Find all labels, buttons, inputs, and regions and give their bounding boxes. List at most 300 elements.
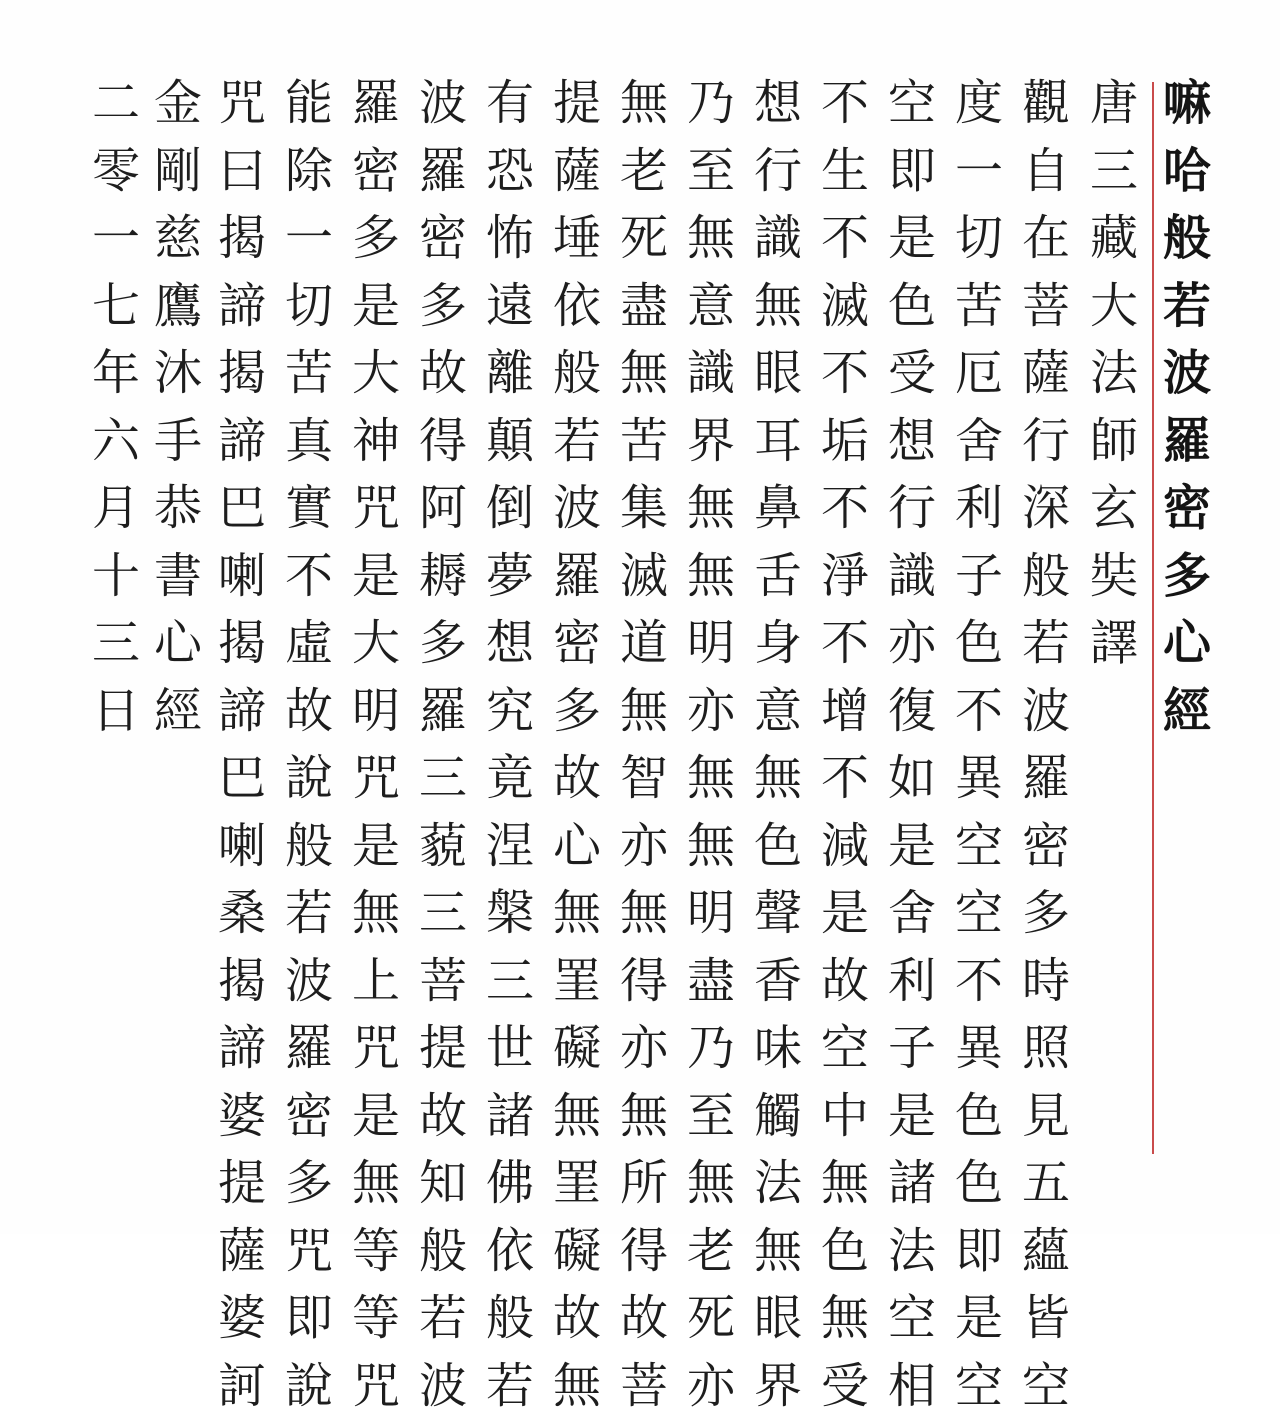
character-glyph: 集	[608, 475, 680, 543]
character-glyph: 般	[474, 1285, 546, 1353]
character-glyph: 玄	[1078, 475, 1150, 543]
character-glyph: 香	[742, 948, 814, 1016]
character-glyph: 無	[541, 1083, 613, 1151]
character-glyph: 識	[675, 340, 747, 408]
character-glyph: 能	[273, 70, 345, 138]
character-glyph: 不	[809, 745, 881, 813]
character-glyph: 識	[742, 205, 814, 273]
character-glyph: 咒	[273, 1218, 345, 1286]
character-glyph: 色	[943, 1150, 1015, 1218]
character-glyph: 增	[809, 678, 881, 746]
character-glyph: 揭	[206, 948, 278, 1016]
character-glyph: 等	[340, 1285, 412, 1353]
character-glyph: 喇	[206, 813, 278, 881]
character-glyph: 密	[273, 1083, 345, 1151]
character-glyph: 亦	[675, 678, 747, 746]
character-glyph: 剛	[142, 138, 214, 206]
colophon-column-1	[142, 70, 214, 745]
character-glyph: 婆	[206, 1285, 278, 1353]
character-glyph: 大	[340, 340, 412, 408]
character-glyph: 羅	[340, 70, 412, 138]
character-glyph: 利	[943, 475, 1015, 543]
character-glyph: 般	[273, 813, 345, 881]
character-glyph: 盡	[608, 273, 680, 341]
character-glyph: 日	[80, 678, 152, 746]
character-glyph: 咒	[340, 1353, 412, 1420]
character-glyph: 不	[809, 340, 881, 408]
character-glyph: 揭	[206, 205, 278, 273]
character-glyph: 是	[876, 813, 948, 881]
character-glyph: 喇	[206, 543, 278, 611]
character-glyph: 是	[340, 813, 412, 881]
body-column-3	[876, 70, 948, 1420]
body-column-6	[675, 70, 747, 1420]
character-glyph: 薩	[206, 1218, 278, 1286]
character-glyph: 受	[876, 340, 948, 408]
character-glyph: 在	[1010, 205, 1082, 273]
character-glyph: 鷹	[142, 273, 214, 341]
character-glyph: 空	[1010, 1353, 1082, 1420]
body-column-12	[273, 70, 345, 1420]
character-glyph: 無	[608, 340, 680, 408]
character-glyph: 等	[340, 1218, 412, 1286]
character-glyph: 般	[407, 1218, 479, 1286]
character-glyph: 色	[809, 1218, 881, 1286]
character-glyph: 三	[80, 610, 152, 678]
character-glyph: 蘊	[1010, 1218, 1082, 1286]
character-glyph: 倒	[474, 475, 546, 543]
character-glyph: 垢	[809, 408, 881, 476]
title-column	[1151, 70, 1223, 745]
character-glyph: 諦	[206, 1015, 278, 1083]
character-glyph: 故	[541, 1285, 613, 1353]
character-glyph: 無	[340, 880, 412, 948]
character-glyph: 無	[742, 273, 814, 341]
character-glyph: 依	[474, 1218, 546, 1286]
character-glyph: 死	[675, 1285, 747, 1353]
character-glyph: 舌	[742, 543, 814, 611]
character-glyph: 味	[742, 1015, 814, 1083]
character-glyph: 無	[675, 745, 747, 813]
character-glyph: 自	[1010, 138, 1082, 206]
character-glyph: 諦	[206, 273, 278, 341]
character-glyph: 法	[1078, 340, 1150, 408]
body-column-9	[474, 70, 546, 1420]
character-glyph: 亦	[876, 610, 948, 678]
character-glyph: 般	[541, 340, 613, 408]
character-glyph: 若	[1151, 273, 1223, 341]
character-glyph: 滅	[809, 273, 881, 341]
character-glyph: 乃	[675, 70, 747, 138]
character-glyph: 依	[541, 273, 613, 341]
character-glyph: 三	[474, 948, 546, 1016]
character-glyph: 不	[943, 948, 1015, 1016]
character-glyph: 想	[876, 408, 948, 476]
character-glyph: 若	[541, 408, 613, 476]
character-glyph: 揭	[206, 610, 278, 678]
character-glyph: 耳	[742, 408, 814, 476]
character-glyph: 究	[474, 678, 546, 746]
character-glyph: 切	[943, 205, 1015, 273]
character-glyph: 空	[809, 1015, 881, 1083]
character-glyph: 藐	[407, 813, 479, 881]
character-glyph: 無	[608, 880, 680, 948]
character-glyph: 嘛	[1151, 70, 1223, 138]
character-glyph: 恭	[142, 475, 214, 543]
character-glyph: 法	[742, 1150, 814, 1218]
character-glyph: 是	[876, 1083, 948, 1151]
character-glyph: 不	[809, 475, 881, 543]
character-glyph: 苦	[943, 273, 1015, 341]
character-glyph: 若	[1010, 610, 1082, 678]
character-glyph: 舍	[943, 408, 1015, 476]
character-glyph: 離	[474, 340, 546, 408]
character-glyph: 若	[407, 1285, 479, 1353]
character-glyph: 一	[80, 205, 152, 273]
character-glyph: 密	[541, 610, 613, 678]
character-glyph: 故	[541, 745, 613, 813]
character-glyph: 眼	[742, 340, 814, 408]
body-column-1	[1010, 70, 1082, 1420]
body-column-2	[943, 70, 1015, 1420]
character-glyph: 空	[876, 1285, 948, 1353]
character-glyph: 無	[809, 1150, 881, 1218]
body-column-11	[340, 70, 412, 1420]
character-glyph: 得	[608, 948, 680, 1016]
character-glyph: 咒	[340, 1015, 412, 1083]
character-glyph: 埵	[541, 205, 613, 273]
character-glyph: 明	[675, 610, 747, 678]
character-glyph: 無	[675, 475, 747, 543]
character-glyph: 大	[340, 610, 412, 678]
character-glyph: 十	[80, 543, 152, 611]
character-glyph: 波	[541, 475, 613, 543]
character-glyph: 三	[1078, 138, 1150, 206]
character-glyph: 老	[608, 138, 680, 206]
character-glyph: 涅	[474, 813, 546, 881]
character-glyph: 薩	[1010, 340, 1082, 408]
character-glyph: 身	[742, 610, 814, 678]
character-glyph: 知	[407, 1150, 479, 1218]
character-glyph: 想	[474, 610, 546, 678]
character-glyph: 時	[1010, 948, 1082, 1016]
character-glyph: 是	[809, 880, 881, 948]
character-glyph: 即	[943, 1218, 1015, 1286]
character-glyph: 苦	[608, 408, 680, 476]
character-glyph: 鼻	[742, 475, 814, 543]
character-glyph: 羅	[1151, 408, 1223, 476]
character-glyph: 書	[142, 543, 214, 611]
character-glyph: 受	[809, 1353, 881, 1420]
character-glyph: 心	[142, 610, 214, 678]
body-column-8	[541, 70, 613, 1420]
character-glyph: 罣	[541, 948, 613, 1016]
character-glyph: 色	[943, 1083, 1015, 1151]
character-glyph: 諦	[206, 678, 278, 746]
character-glyph: 深	[1010, 475, 1082, 543]
character-glyph: 亦	[675, 1353, 747, 1420]
character-glyph: 利	[876, 948, 948, 1016]
character-glyph: 真	[273, 408, 345, 476]
character-glyph: 咒	[340, 745, 412, 813]
character-glyph: 死	[608, 205, 680, 273]
character-glyph: 菩	[608, 1353, 680, 1420]
character-glyph: 不	[809, 610, 881, 678]
character-glyph: 明	[340, 678, 412, 746]
character-glyph: 厄	[943, 340, 1015, 408]
character-glyph: 苦	[273, 340, 345, 408]
character-glyph: 明	[675, 880, 747, 948]
character-glyph: 無	[742, 745, 814, 813]
character-glyph: 亦	[608, 1015, 680, 1083]
character-glyph: 槃	[474, 880, 546, 948]
character-glyph: 竟	[474, 745, 546, 813]
character-glyph: 曰	[206, 138, 278, 206]
character-glyph: 密	[407, 205, 479, 273]
character-glyph: 色	[943, 610, 1015, 678]
character-glyph: 無	[608, 678, 680, 746]
character-glyph: 夢	[474, 543, 546, 611]
character-glyph: 照	[1010, 1015, 1082, 1083]
character-glyph: 見	[1010, 1083, 1082, 1151]
character-glyph: 異	[943, 1015, 1015, 1083]
character-glyph: 波	[273, 948, 345, 1016]
character-glyph: 多	[407, 610, 479, 678]
character-glyph: 心	[1151, 610, 1223, 678]
body-column-5	[742, 70, 814, 1420]
character-glyph: 除	[273, 138, 345, 206]
character-glyph: 智	[608, 745, 680, 813]
character-glyph: 切	[273, 273, 345, 341]
character-glyph: 故	[608, 1285, 680, 1353]
character-glyph: 盡	[675, 948, 747, 1016]
character-glyph: 三	[407, 745, 479, 813]
character-glyph: 阿	[407, 475, 479, 543]
character-glyph: 菩	[407, 948, 479, 1016]
character-glyph: 觸	[742, 1083, 814, 1151]
character-glyph: 般	[1151, 205, 1223, 273]
character-glyph: 月	[80, 475, 152, 543]
character-glyph: 羅	[541, 543, 613, 611]
character-glyph: 行	[742, 138, 814, 206]
character-glyph: 密	[1010, 813, 1082, 881]
character-glyph: 觀	[1010, 70, 1082, 138]
character-glyph: 沐	[142, 340, 214, 408]
character-glyph: 復	[876, 678, 948, 746]
character-glyph: 礙	[541, 1218, 613, 1286]
character-glyph: 密	[340, 138, 412, 206]
character-glyph: 無	[541, 880, 613, 948]
character-glyph: 一	[273, 205, 345, 273]
character-glyph: 零	[80, 138, 152, 206]
character-glyph: 多	[541, 678, 613, 746]
character-glyph: 無	[675, 813, 747, 881]
character-glyph: 減	[809, 813, 881, 881]
character-glyph: 亦	[608, 813, 680, 881]
character-glyph: 得	[407, 408, 479, 476]
character-glyph: 無	[675, 543, 747, 611]
character-glyph: 三	[407, 880, 479, 948]
translator-column	[1078, 70, 1150, 678]
character-glyph: 至	[675, 1083, 747, 1151]
character-glyph: 唐	[1078, 70, 1150, 138]
character-glyph: 五	[1010, 1150, 1082, 1218]
character-glyph: 行	[876, 475, 948, 543]
character-glyph: 桑	[206, 880, 278, 948]
character-glyph: 多	[407, 273, 479, 341]
character-glyph: 是	[340, 273, 412, 341]
character-glyph: 波	[1151, 340, 1223, 408]
character-glyph: 遠	[474, 273, 546, 341]
character-glyph: 無	[340, 1150, 412, 1218]
character-glyph: 乃	[675, 1015, 747, 1083]
character-glyph: 羅	[1010, 745, 1082, 813]
character-glyph: 皆	[1010, 1285, 1082, 1353]
character-glyph: 滅	[608, 543, 680, 611]
character-glyph: 無	[809, 1285, 881, 1353]
character-glyph: 說	[273, 1353, 345, 1420]
character-glyph: 經	[1151, 678, 1223, 746]
character-glyph: 無	[675, 205, 747, 273]
character-glyph: 說	[273, 745, 345, 813]
character-glyph: 是	[340, 1083, 412, 1151]
character-glyph: 世	[474, 1015, 546, 1083]
character-glyph: 婆	[206, 1083, 278, 1151]
character-glyph: 老	[675, 1218, 747, 1286]
character-glyph: 空	[943, 1353, 1015, 1420]
character-glyph: 波	[407, 1353, 479, 1420]
character-glyph: 不	[273, 543, 345, 611]
character-glyph: 不	[943, 678, 1015, 746]
character-glyph: 實	[273, 475, 345, 543]
body-column-4	[809, 70, 881, 1420]
character-glyph: 羅	[407, 678, 479, 746]
character-glyph: 怖	[474, 205, 546, 273]
character-glyph: 若	[474, 1353, 546, 1420]
body-column-13	[206, 70, 278, 1420]
character-glyph: 譯	[1078, 610, 1150, 678]
character-glyph: 無	[742, 1218, 814, 1286]
character-glyph: 無	[608, 70, 680, 138]
character-glyph: 訶	[206, 1353, 278, 1420]
character-glyph: 罣	[541, 1150, 613, 1218]
character-glyph: 空	[943, 880, 1015, 948]
character-glyph: 羅	[273, 1015, 345, 1083]
character-glyph: 不	[809, 70, 881, 138]
character-glyph: 巴	[206, 745, 278, 813]
character-glyph: 多	[340, 205, 412, 273]
character-glyph: 顛	[474, 408, 546, 476]
character-glyph: 如	[876, 745, 948, 813]
character-glyph: 道	[608, 610, 680, 678]
character-glyph: 色	[742, 813, 814, 881]
character-glyph: 故	[407, 340, 479, 408]
character-glyph: 七	[80, 273, 152, 341]
character-glyph: 二	[80, 70, 152, 138]
character-glyph: 六	[80, 408, 152, 476]
character-glyph: 法	[876, 1218, 948, 1286]
colophon-column-2	[80, 70, 152, 745]
character-glyph: 子	[943, 543, 1015, 611]
character-glyph: 淨	[809, 543, 881, 611]
character-glyph: 子	[876, 1015, 948, 1083]
character-glyph: 波	[407, 70, 479, 138]
character-glyph: 諦	[206, 408, 278, 476]
character-glyph: 空	[943, 813, 1015, 881]
character-glyph: 諸	[474, 1083, 546, 1151]
character-glyph: 至	[675, 138, 747, 206]
character-glyph: 無	[675, 1150, 747, 1218]
character-glyph: 意	[742, 678, 814, 746]
character-glyph: 提	[541, 70, 613, 138]
character-glyph: 中	[809, 1083, 881, 1151]
character-glyph: 咒	[340, 475, 412, 543]
character-glyph: 虛	[273, 610, 345, 678]
character-glyph: 聲	[742, 880, 814, 948]
character-glyph: 神	[340, 408, 412, 476]
character-glyph: 手	[142, 408, 214, 476]
character-glyph: 多	[1151, 543, 1223, 611]
character-glyph: 經	[142, 678, 214, 746]
body-column-10	[407, 70, 479, 1420]
character-glyph: 藏	[1078, 205, 1150, 273]
character-glyph: 恐	[474, 138, 546, 206]
character-glyph: 密	[1151, 475, 1223, 543]
character-glyph: 即	[876, 138, 948, 206]
character-glyph: 異	[943, 745, 1015, 813]
character-glyph: 一	[943, 138, 1015, 206]
character-glyph: 是	[340, 543, 412, 611]
character-glyph: 大	[1078, 273, 1150, 341]
character-glyph: 故	[407, 1083, 479, 1151]
character-glyph: 師	[1078, 408, 1150, 476]
character-glyph: 生	[809, 138, 881, 206]
character-glyph: 界	[742, 1353, 814, 1420]
character-glyph: 得	[608, 1218, 680, 1286]
body-column-7	[608, 70, 680, 1420]
character-glyph: 眼	[742, 1285, 814, 1353]
character-glyph: 有	[474, 70, 546, 138]
character-glyph: 慈	[142, 205, 214, 273]
character-glyph: 諸	[876, 1150, 948, 1218]
character-glyph: 耨	[407, 543, 479, 611]
character-glyph: 想	[742, 70, 814, 138]
character-glyph: 年	[80, 340, 152, 408]
character-glyph: 揭	[206, 340, 278, 408]
character-glyph: 提	[206, 1150, 278, 1218]
character-glyph: 波	[1010, 678, 1082, 746]
character-glyph: 即	[273, 1285, 345, 1353]
character-glyph: 故	[273, 678, 345, 746]
character-glyph: 行	[1010, 408, 1082, 476]
character-glyph: 多	[273, 1150, 345, 1218]
character-glyph: 礙	[541, 1015, 613, 1083]
character-glyph: 巴	[206, 475, 278, 543]
character-glyph: 故	[809, 948, 881, 1016]
character-glyph: 提	[407, 1015, 479, 1083]
character-glyph: 羅	[407, 138, 479, 206]
character-glyph: 佛	[474, 1150, 546, 1218]
character-glyph: 哈	[1151, 138, 1223, 206]
character-glyph: 心	[541, 813, 613, 881]
character-glyph: 是	[876, 205, 948, 273]
character-glyph: 相	[876, 1353, 948, 1420]
character-glyph: 舍	[876, 880, 948, 948]
character-glyph: 識	[876, 543, 948, 611]
character-glyph: 不	[809, 205, 881, 273]
character-glyph: 多	[1010, 880, 1082, 948]
character-glyph: 色	[876, 273, 948, 341]
